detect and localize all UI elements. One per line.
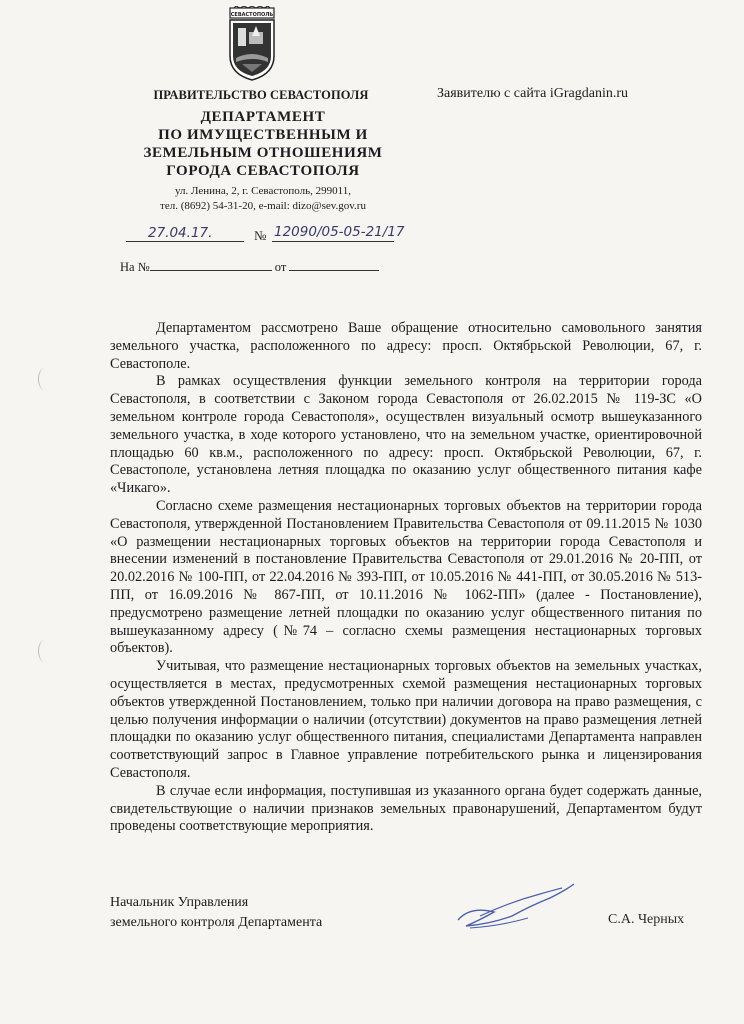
signatory-title-line: земельного контроля Департамента [110,915,323,930]
signatory-name: С.А. Черных [608,912,685,927]
department-line: ЗЕМЕЛЬНЫМ ОТНОШЕНИЯМ [143,145,383,161]
reply-reference [120,257,379,275]
scan-punch-mark [38,640,51,662]
outgoing-date: 27.04.17. [148,225,213,241]
body-paragraph: Учитывая, что размещение нестационарных торговых объектов на земельных участках, осуществляется в местах, предусмотренных схемой размещения нестационарных торговых объектов утвержденной Постановлением, только при наличии договора на право размещения, с целью получения информации о наличии (отсутствии) документов на право размещения летней площадки по оказанию услуг общественного питания, специалистами Департамента направлен соответствующий запрос в Главное управление потребительского рынка и лицензирования Севастополя. [110,658,702,781]
contact-line: тел. (8692) 54-31-20, e-mail: dizo@sev.gov.ru [160,200,366,212]
svg-text:СЕВАСТОПОЛЬ: СЕВАСТОПОЛЬ [230,12,274,18]
body-paragraph: Согласно схеме размещения нестационарных торговых объектов на территории города Севастополя, утвержденной Постановлением Правительства Севастополя от 09.11.2015 № 1030 «О размещении нестационарных торговых объектов на территории города Севастополя и внесении изменений в постановление Правительства Севастополя от 29.01.2016 № 20-ПП, от 20.02.2016 № 100-ПП, от 22.04.2016 № 393-ПП, от 10.05.2016 № 441-ПП, от 30.05.2016 № 513-ПП, от 16.09.2016 № 867-ПП, от 10.11.2016 № 1062-ПП» (далее - Постановление), предусмотрено размещение летней площадки по оказанию услуг общественного питания по вышеуказанному адресу (№74 – согласно схемы размещения нестационарных торговых объектов). [110,497,702,657]
scan-punch-mark [38,368,51,390]
addressee: Заявителю с сайта iGragdanin.ru [437,86,628,101]
signatory-title-line: Начальник Управления [110,895,249,910]
department-line: ДЕПАРТАМЕНТ [200,109,326,125]
coat-of-arms-emblem [226,6,278,82]
department-address [118,184,408,214]
registration-block [126,224,426,248]
reply-to-label: На № [120,260,150,274]
body-paragraph: В рамках осуществления функции земельного контроля на территории города Севастополя, в соответствии с Законом города Севастополя от 26.02.2015 № 119-ЗС «О земельном контроле города Севастополя», осуществлен визуальный осмотр вышеуказанного земельного участка, в ходе которого установлено, что на земельном участке, ориентировочной площадью 60 кв.м., расположенного по адресу: просп. Октябрьской Революции, 67, г. Севастополе, установлена летняя площадка по оказанию услуг общественного питания кафе «Чикаго». [110,373,702,497]
letter-body [110,320,702,836]
reply-date-blank [289,257,379,271]
outgoing-number: 12090/05-05-21/17 [274,224,405,240]
department-name [118,108,408,180]
department-line: ГОРОДА СЕВАСТОПОЛЯ [166,163,360,179]
from-label: от [274,260,287,274]
number-sign: № [254,228,267,243]
reply-number-blank [150,257,272,271]
body-paragraph: Департаментом рассмотрено Ваше обращение относительно самовольного занятия земельного участка, расположенного по адресу: просп. Октябрьской Революции, 67, г. Севастополе. [110,320,702,372]
body-paragraph: В случае если информация, поступившая из указанного органа будет содержать данные, свидетельствующие о наличии признаков земельных правонарушений, Департаментом будут проведены соответствующие мероприятия. [110,782,702,835]
signatory-title [110,893,322,933]
department-line: ПО ИМУЩЕСТВЕННЫМ И [158,127,368,143]
number-underline [272,241,394,242]
handwritten-signature [450,876,580,936]
government-name: ПРАВИТЕЛЬСТВО СЕВАСТОПОЛЯ [153,88,369,102]
address-line: ул. Ленина, 2, г. Севастополь, 299011, [174,185,351,197]
date-underline [126,241,244,242]
